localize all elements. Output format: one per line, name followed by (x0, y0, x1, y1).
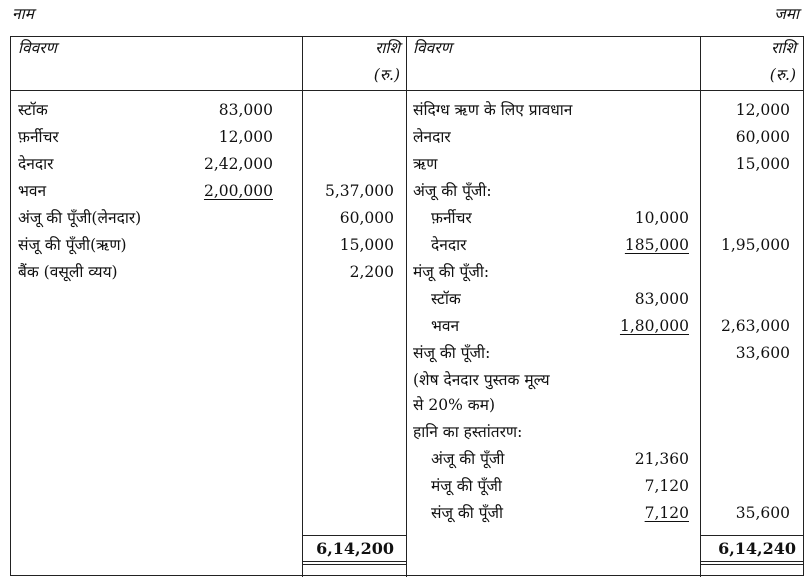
realisation-account-table (10, 36, 804, 576)
credit-loss-anju-label: अंजू की पूँजी (431, 450, 505, 468)
credit-sanju-capital-label: संजू की पूँजी: (413, 344, 491, 362)
debit-assets-total: 5,37,000 (324, 182, 394, 200)
credit-manju-stock-label: स्टॉक (431, 290, 461, 308)
debit-side-label: नाम (12, 5, 34, 23)
credit-manju-building-amount: 1,80,000 (619, 317, 689, 335)
right-particulars-header: विवरण (413, 39, 452, 57)
credit-loss-anju-amount: 21,360 (634, 450, 689, 468)
right-unit-header: (रु.) (769, 66, 796, 84)
credit-manju-capital-total: 2,63,000 (720, 317, 790, 335)
debit-building-label: भवन (18, 182, 47, 200)
credit-manju-capital-label: मंजू की पूँजी: (413, 263, 490, 281)
column-divider (406, 37, 407, 577)
debit-furniture-label: फ़र्नीचर (18, 128, 59, 146)
debit-furniture-amount: 12,000 (218, 128, 273, 146)
credit-anju-capital-total: 1,95,000 (720, 236, 790, 254)
credit-manju-building-label: भवन (431, 317, 460, 335)
debit-sanju-amount: 15,000 (339, 236, 394, 254)
credit-sanju-note-line2: से 20% कम) (413, 396, 496, 414)
debit-building-amount: 2,00,000 (203, 182, 273, 200)
debit-stock-label: स्टॉक (18, 101, 48, 119)
credit-side-label: जमा (774, 5, 799, 23)
credit-sanju-note-line1: (शेष देनदार पुस्तक मूल्य (413, 371, 550, 389)
left-particulars-header: विवरण (18, 39, 57, 57)
debit-anju-label: अंजू की पूँजी(लेनदार) (18, 209, 142, 227)
credit-loss-transfer-total: 35,600 (735, 504, 790, 522)
credit-loss-manju-label: मंजू की पूँजी (431, 477, 502, 495)
credit-creditors-label: लेनदार (413, 128, 451, 146)
credit-anju-debtors-label: देनदार (431, 236, 467, 254)
credit-anju-furniture-amount: 10,000 (634, 209, 689, 227)
right-amount-header: राशि (771, 39, 796, 57)
credit-manju-stock-amount: 83,000 (634, 290, 689, 308)
credit-loss-sanju-label: संजू की पूँजी (431, 504, 504, 522)
debit-anju-amount: 60,000 (339, 209, 394, 227)
credit-loss-manju-amount: 7,120 (644, 477, 689, 495)
debit-sanju-label: संजू की पूँजी(ऋण) (18, 236, 127, 254)
credit-loan-label: ऋण (413, 155, 438, 173)
credit-grand-total: 6,14,240 (718, 539, 796, 558)
credit-provision-amount: 12,000 (735, 101, 790, 119)
debit-debtors-label: देनदार (18, 155, 54, 173)
column-divider (302, 37, 303, 577)
debit-bank-amount: 2,200 (349, 263, 394, 281)
credit-creditors-amount: 60,000 (735, 128, 790, 146)
credit-anju-debtors-amount: 185,000 (624, 236, 689, 254)
left-unit-header: (रु.) (373, 66, 400, 84)
header-rule (11, 90, 803, 91)
debit-bank-label: बैंक (वसूली व्यय) (18, 263, 118, 281)
debit-stock-amount: 83,000 (218, 101, 273, 119)
credit-provision-label: संदिग्ध ऋण के लिए प्रावधान (413, 101, 573, 119)
credit-loss-transfer-label: हानि का हस्तांतरण: (413, 423, 523, 441)
debit-debtors-amount: 2,42,000 (203, 155, 273, 173)
credit-loan-amount: 15,000 (735, 155, 790, 173)
debit-grand-total: 6,14,200 (316, 539, 394, 558)
credit-anju-furniture-label: फ़र्नीचर (431, 209, 472, 227)
credit-loss-sanju-amount: 7,120 (644, 504, 689, 522)
credit-anju-capital-label: अंजू की पूँजी: (413, 182, 492, 200)
credit-sanju-capital-amount: 33,600 (735, 344, 790, 362)
left-amount-header: राशि (375, 39, 400, 57)
